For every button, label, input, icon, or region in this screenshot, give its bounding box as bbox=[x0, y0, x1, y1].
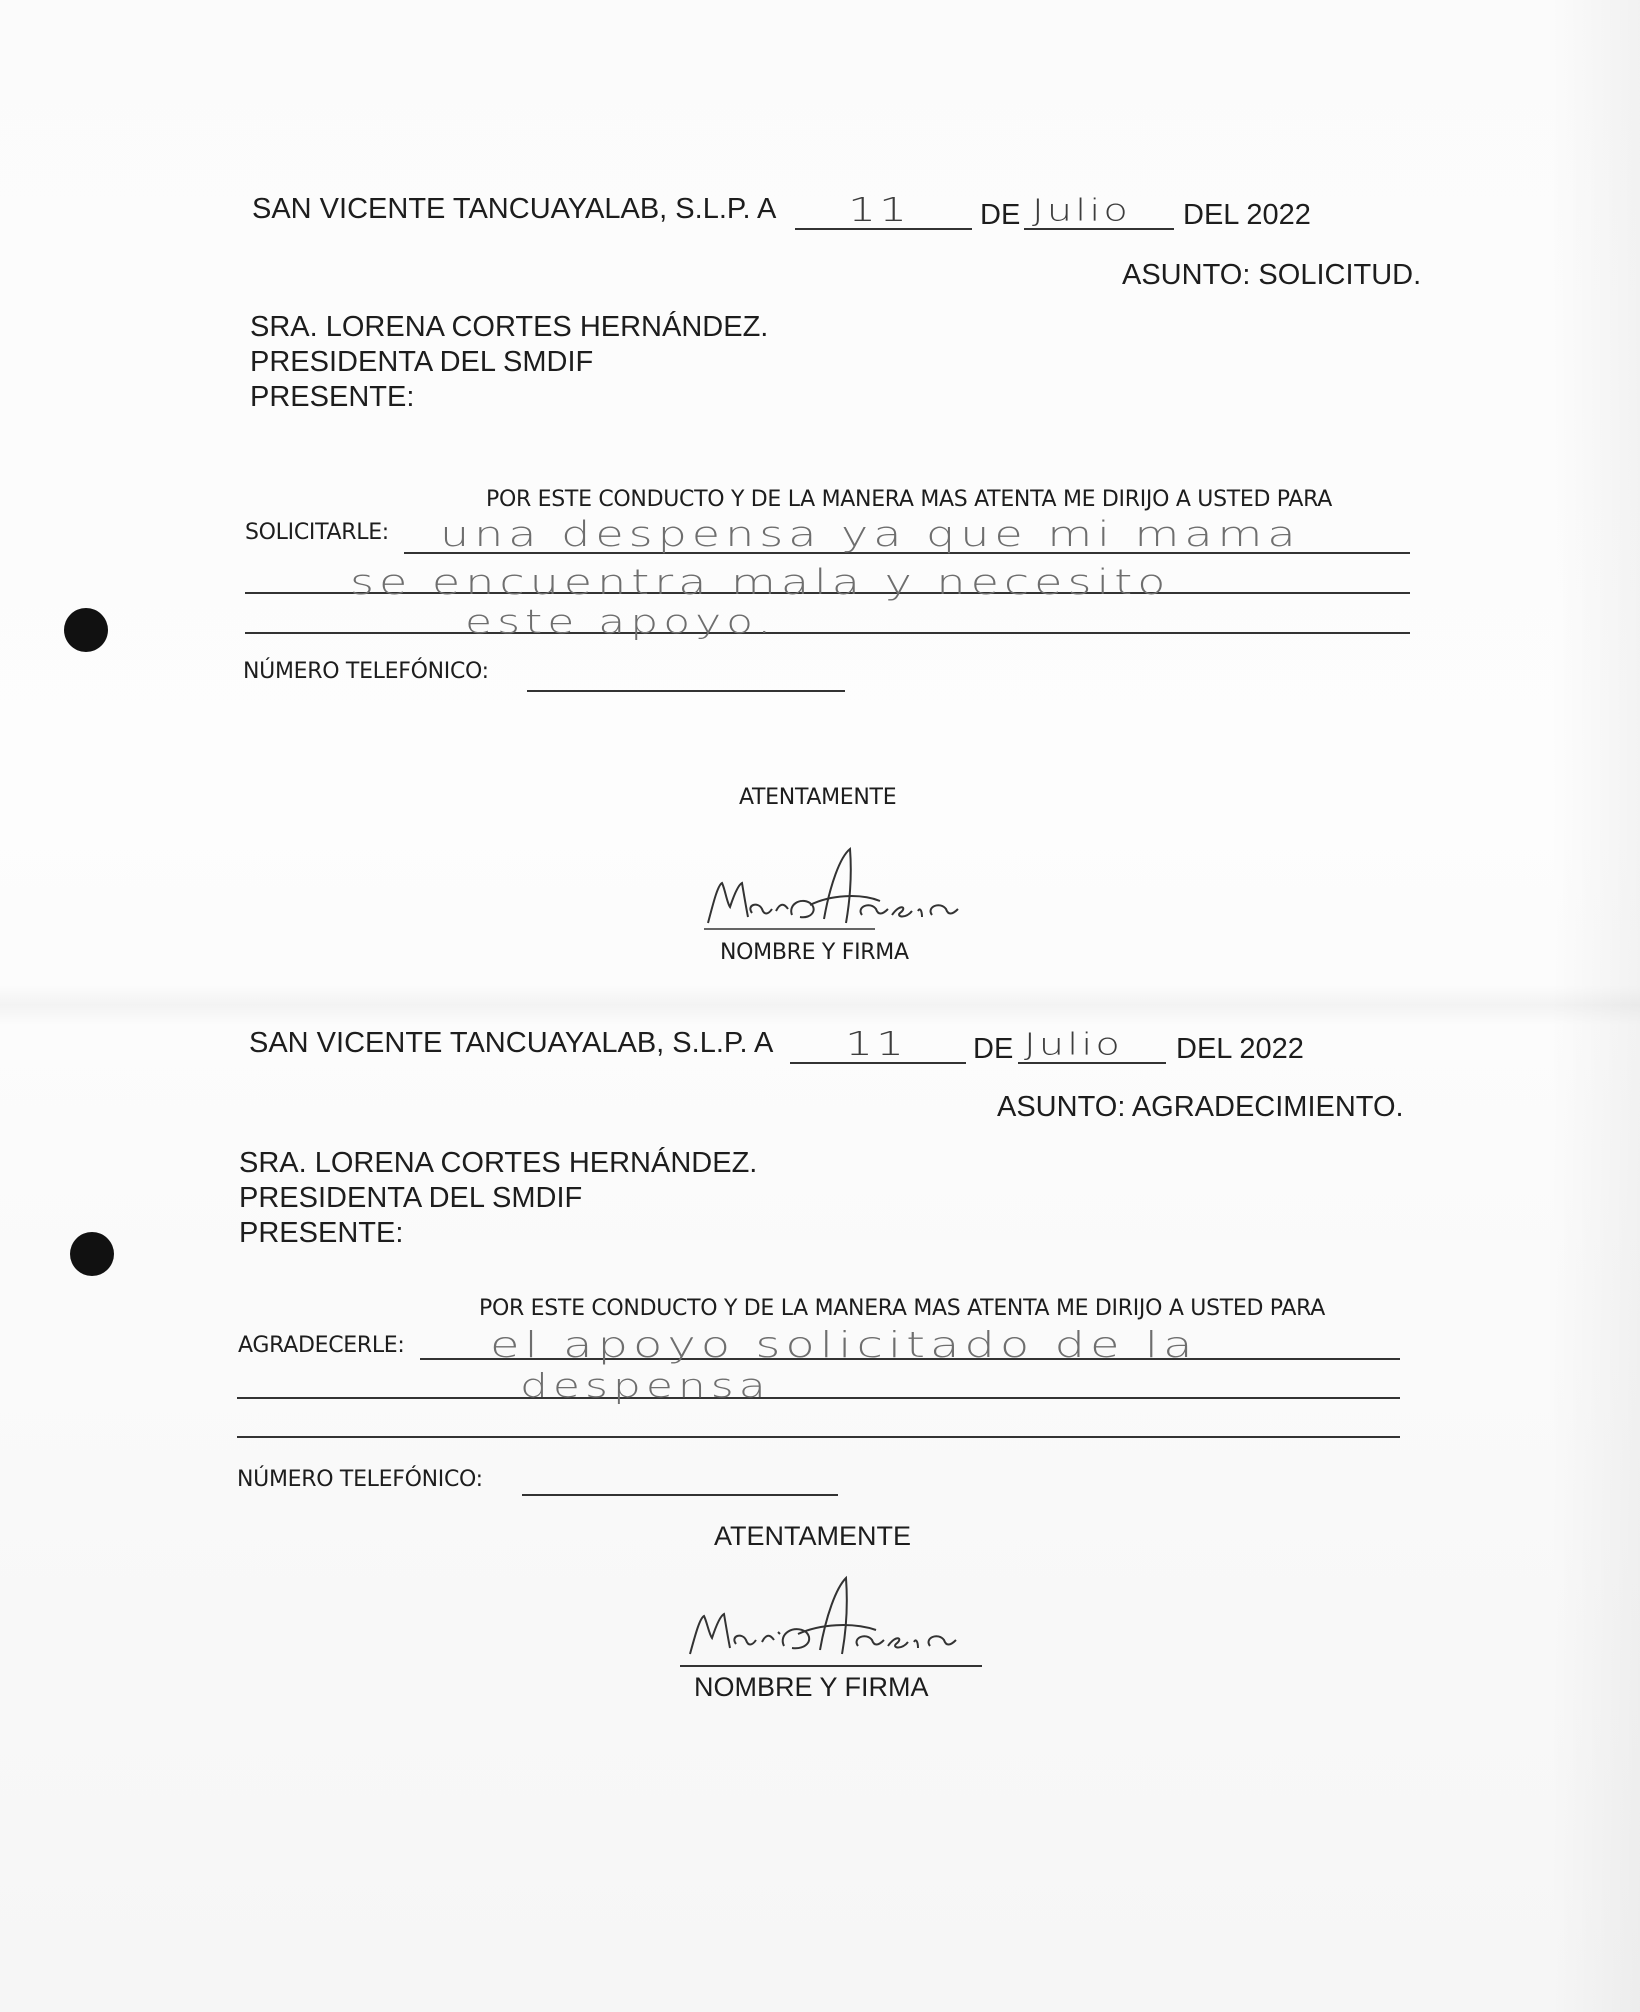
place-date-prefix: SAN VICENTE TANCUAYALAB, S.L.P. A bbox=[249, 1027, 774, 1059]
recipient-name: SRA. LORENA CORTES HERNÁNDEZ. bbox=[250, 311, 769, 343]
punch-hole-bottom bbox=[70, 1232, 114, 1276]
intro-paragraph: POR ESTE CONDUCTO Y DE LA MANERA MAS ATENTA ME DIRIJO A USTED PARA bbox=[479, 1296, 1325, 1321]
phone-blank-line bbox=[522, 1494, 838, 1496]
asunto-agradecimiento: ASUNTO: AGRADECIMIENTO. bbox=[997, 1091, 1404, 1123]
paper-fold-shadow bbox=[0, 985, 1640, 1025]
signature-drawing bbox=[680, 1570, 1000, 1670]
signature-label: NOMBRE Y FIRMA bbox=[720, 940, 909, 965]
phone-label: NÚMERO TELEFÓNICO: bbox=[237, 1467, 483, 1492]
punch-hole-top bbox=[64, 608, 108, 652]
handwritten-day: 11 bbox=[848, 190, 910, 229]
handwritten-month: Julio bbox=[1024, 1027, 1123, 1062]
request-line-3 bbox=[245, 632, 1410, 634]
intro-paragraph: POR ESTE CONDUCTO Y DE LA MANERA MAS ATENTA ME DIRIJO A USTED PARA bbox=[486, 487, 1332, 512]
recipient-name: SRA. LORENA CORTES HERNÁNDEZ. bbox=[239, 1147, 758, 1179]
phone-label: NÚMERO TELEFÓNICO: bbox=[243, 659, 489, 684]
recipient-title: PRESIDENTA DEL SMDIF bbox=[250, 346, 594, 378]
closing-atentamente: ATENTAMENTE bbox=[714, 1521, 912, 1551]
handwritten-day: 11 bbox=[845, 1024, 907, 1063]
closing-atentamente: ATENTAMENTE bbox=[739, 785, 897, 810]
recipient-title: PRESIDENTA DEL SMDIF bbox=[239, 1182, 583, 1214]
phone-blank-line bbox=[527, 690, 845, 692]
year-text: DEL 2022 bbox=[1176, 1033, 1304, 1065]
signature-label: NOMBRE Y FIRMA bbox=[694, 1672, 929, 1702]
presente-label: PRESENTE: bbox=[250, 381, 415, 413]
thanks-line-3 bbox=[237, 1436, 1400, 1438]
handwritten-month: Julio bbox=[1032, 193, 1131, 228]
agradecerle-label: AGRADECERLE: bbox=[238, 1333, 405, 1358]
solicitarle-label: SOLICITARLE: bbox=[245, 520, 389, 545]
handwritten-request-3: este apoyo. bbox=[465, 602, 777, 641]
handwritten-thanks-1: el apoyo solicitado de la bbox=[490, 1324, 1198, 1366]
year-text: DEL 2022 bbox=[1183, 199, 1311, 231]
handwritten-request-1: una despensa ya que mi mama bbox=[440, 513, 1301, 554]
place-date-prefix: SAN VICENTE TANCUAYALAB, S.L.P. A bbox=[252, 193, 777, 225]
de-label: DE bbox=[980, 199, 1021, 231]
paper-edge-shadow bbox=[1550, 0, 1640, 2012]
handwritten-request-2: se encuentra mala y necesito bbox=[350, 561, 1171, 602]
presente-label: PRESENTE: bbox=[239, 1217, 404, 1249]
signature-drawing bbox=[700, 845, 1000, 935]
handwritten-thanks-2: despensa bbox=[520, 1366, 771, 1405]
month-blank-line bbox=[1018, 1062, 1166, 1064]
de-label: DE bbox=[973, 1033, 1014, 1065]
thanks-line-2 bbox=[237, 1397, 1400, 1399]
month-blank-line bbox=[1024, 228, 1174, 230]
asunto-solicitud: ASUNTO: SOLICITUD. bbox=[1122, 259, 1422, 291]
